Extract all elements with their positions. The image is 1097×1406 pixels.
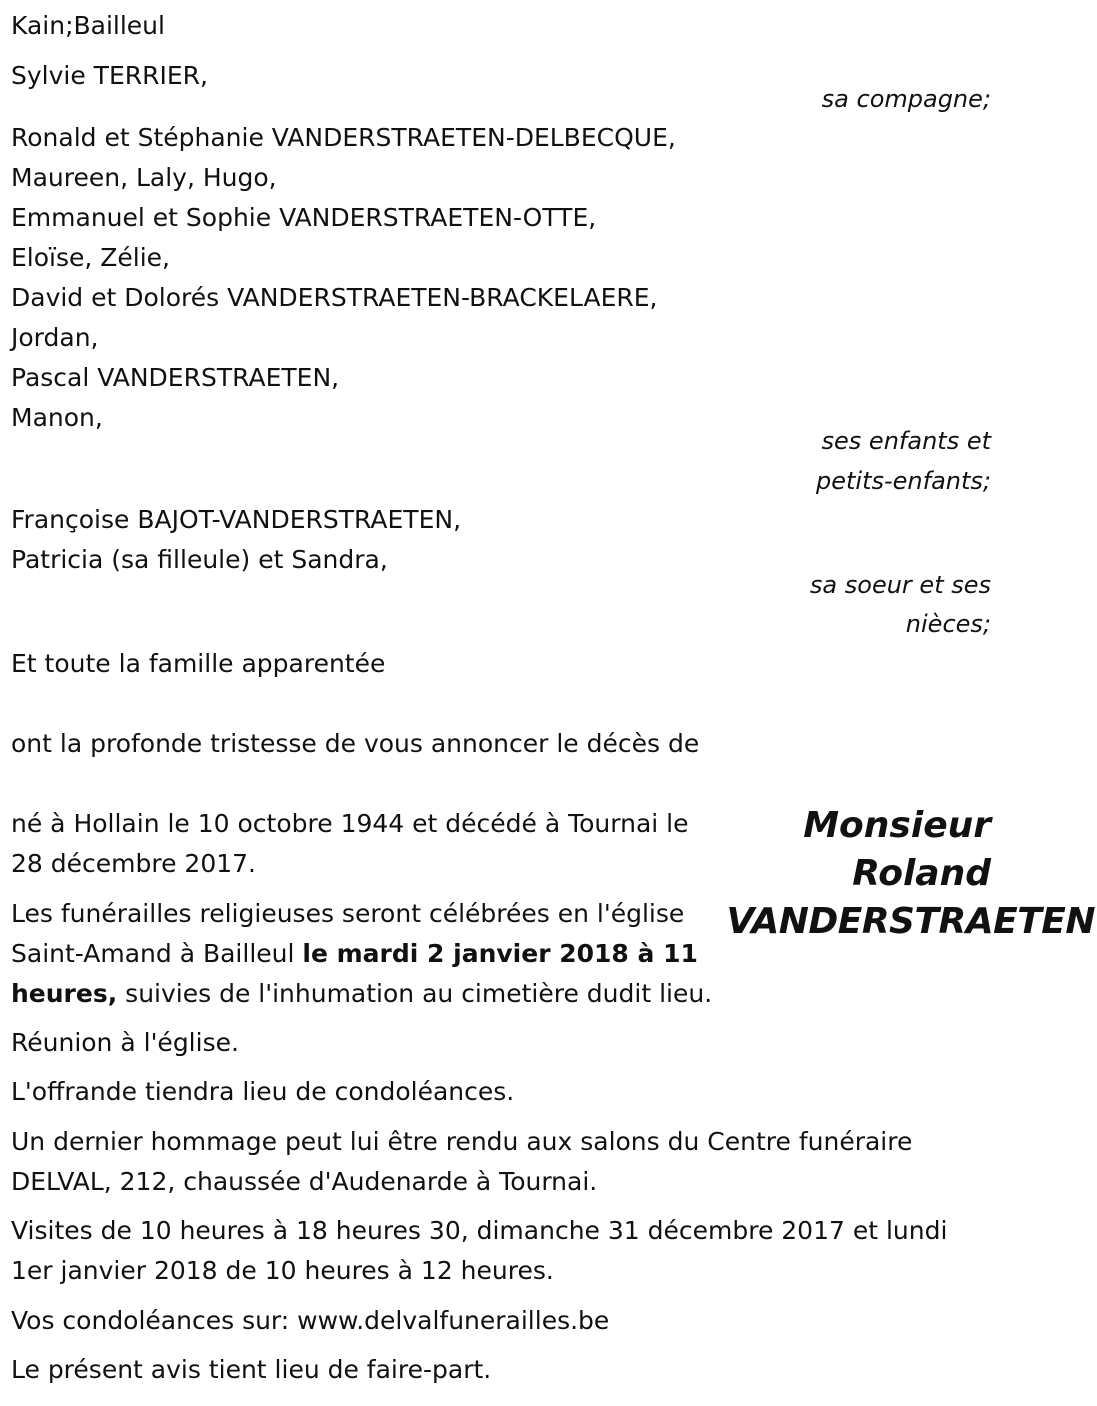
funeral-line2	[11, 934, 698, 974]
funeral-date: le mardi 2 janvier 2018 à 11	[302, 939, 698, 968]
offering-line: L'offrande tiendra lieu de condoléances.	[11, 1077, 515, 1106]
list-item: Jordan,	[11, 323, 99, 352]
tribute-line2: DELVAL, 212, chaussée d'Audenarde à Tournai.	[11, 1167, 598, 1196]
funeral-church: Saint-Amand à Bailleul	[11, 939, 303, 968]
tribute-line1: Un dernier hommage peut lui être rendu aux salons du Centre funéraire	[11, 1127, 913, 1156]
visits-line2: 1er janvier 2018 de 10 heures à 12 heures.	[11, 1256, 554, 1285]
meeting-line: Réunion à l'église.	[11, 1028, 239, 1057]
visits-line1: Visites de 10 heures à 18 heures 30, dimanche 31 décembre 2017 et lundi	[11, 1216, 948, 1245]
list-item: David et Dolorés VANDERSTRAETEN-BRACKELAERE,	[11, 283, 658, 312]
list-item: Maureen, Laly, Hugo,	[11, 163, 277, 192]
location-header: Kain;Bailleul	[11, 11, 165, 40]
list-item: Patricia (sa filleule) et Sandra,	[11, 545, 388, 574]
children-relation-line2: petits-enfants;	[816, 467, 991, 495]
partner-relation: sa compagne;	[821, 85, 991, 113]
funeral-line3	[11, 974, 712, 1014]
partner-name: Sylvie TERRIER,	[11, 61, 208, 90]
list-item: Emmanuel et Sophie VANDERSTRAETEN-OTTE,	[11, 203, 597, 232]
funeral-line1: Les funérailles religieuses seront célébrées en l'église	[11, 899, 685, 928]
announcement-line: ont la profonde tristesse de vous annoncer le décès de	[11, 729, 700, 758]
condolences-line: Vos condoléances sur: www.delvalfunerailles.be	[11, 1306, 610, 1335]
list-item: Ronald et Stéphanie VANDERSTRAETEN-DELBECQUE,	[11, 123, 676, 152]
funeral-burial: suivies de l'inhumation au cimetière dudit lieu.	[117, 979, 713, 1008]
funeral-time: heures,	[11, 979, 118, 1008]
family-line: Et toute la famille apparentée	[11, 649, 386, 678]
list-item: Pascal VANDERSTRAETEN,	[11, 363, 340, 392]
birth-line2: 28 décembre 2017.	[11, 849, 256, 878]
deceased-name	[715, 802, 1095, 946]
birth-line1: né à Hollain le 10 octobre 1944 et décédé à Tournai le	[11, 809, 689, 838]
list-item: Françoise BAJOT-VANDERSTRAETEN,	[11, 505, 462, 534]
deceased-last-name: VANDERSTRAETEN	[726, 901, 1095, 942]
sister-relation-line2: nièces;	[905, 610, 991, 638]
children-relation-line1: ses enfants et	[821, 427, 991, 455]
deceased-title: Monsieur	[803, 805, 991, 846]
list-item: Manon,	[11, 403, 103, 432]
sister-relation-line1: sa soeur et ses	[809, 571, 991, 599]
deceased-first-name: Roland	[852, 853, 991, 894]
list-item: Eloïse, Zélie,	[11, 243, 171, 272]
notice-line: Le présent avis tient lieu de faire-part.	[11, 1355, 492, 1384]
